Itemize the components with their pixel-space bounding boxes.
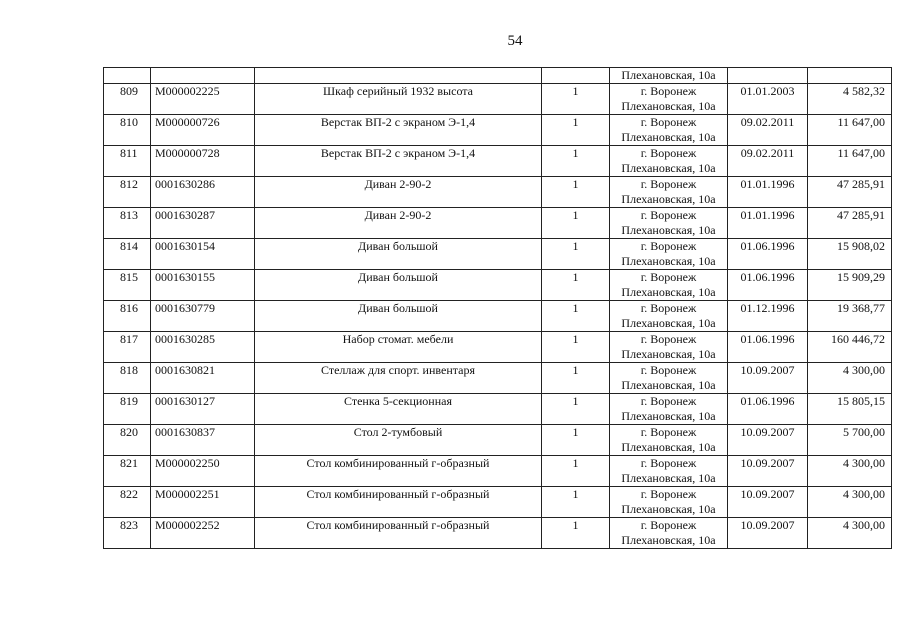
item-name: Диван большой (255, 301, 542, 332)
table-row (104, 270, 892, 301)
address-street: Плехановская, 10а (621, 192, 716, 206)
item-name: Стеллаж для спорт. инвентаря (255, 363, 542, 394)
continued-num-cell (104, 68, 151, 84)
item-quantity: 1 (542, 518, 610, 549)
table-row (104, 115, 892, 146)
book-value: 47 285,91 (808, 177, 892, 208)
book-value: 4 300,00 (808, 487, 892, 518)
commission-date: 01.06.1996 (728, 394, 808, 425)
address-street: Плехановская, 10а (621, 440, 716, 454)
item-quantity: 1 (542, 146, 610, 177)
commission-date: 01.01.1996 (728, 208, 808, 239)
item-address (610, 177, 728, 208)
inventory-code: 0001630286 (151, 177, 255, 208)
address-city: г. Воронеж (640, 332, 697, 346)
item-name: Верстак ВП-2 с экраном Э-1,4 (255, 146, 542, 177)
page-number: 54 (507, 33, 523, 49)
book-value: 15 908,02 (808, 239, 892, 270)
address-street: Плехановская, 10а (621, 99, 716, 113)
address-city: г. Воронеж (640, 115, 697, 129)
item-address (610, 332, 728, 363)
address-city: г. Воронеж (640, 301, 697, 315)
book-value: 5 700,00 (808, 425, 892, 456)
row-number: 823 (104, 518, 151, 549)
item-name: Стол комбинированный г-образный (255, 487, 542, 518)
table-row (104, 332, 892, 363)
address-street: Плехановская, 10а (621, 347, 716, 361)
item-quantity: 1 (542, 487, 610, 518)
item-quantity: 1 (542, 332, 610, 363)
item-address (610, 84, 728, 115)
commission-date: 09.02.2011 (728, 115, 808, 146)
address-street: Плехановская, 10а (621, 378, 716, 392)
address-city: г. Воронеж (640, 239, 697, 253)
address-street: Плехановская, 10а (621, 161, 716, 175)
item-quantity: 1 (542, 84, 610, 115)
item-name: Стол комбинированный г-образный (255, 456, 542, 487)
row-number: 819 (104, 394, 151, 425)
item-address (610, 270, 728, 301)
address-city: г. Воронеж (640, 270, 697, 284)
row-number: 816 (104, 301, 151, 332)
address-street: Плехановская, 10а (621, 130, 716, 144)
inventory-code: 0001630779 (151, 301, 255, 332)
row-number: 820 (104, 425, 151, 456)
commission-date: 10.09.2007 (728, 363, 808, 394)
inventory-code: М000002225 (151, 84, 255, 115)
item-address (610, 394, 728, 425)
continued-name-cell (255, 68, 542, 84)
row-number: 814 (104, 239, 151, 270)
item-name: Верстак ВП-2 с экраном Э-1,4 (255, 115, 542, 146)
address-street: Плехановская, 10а (621, 254, 716, 268)
book-value: 4 300,00 (808, 518, 892, 549)
address-city: г. Воронеж (640, 456, 697, 470)
row-number: 810 (104, 115, 151, 146)
inventory-code: 0001630285 (151, 332, 255, 363)
table-row (104, 487, 892, 518)
book-value: 15 909,29 (808, 270, 892, 301)
table-row (104, 208, 892, 239)
row-number: 812 (104, 177, 151, 208)
row-number: 811 (104, 146, 151, 177)
asset-table (103, 67, 892, 549)
continued-date-cell (728, 68, 808, 84)
inventory-code: М000000728 (151, 146, 255, 177)
item-address (610, 456, 728, 487)
inventory-code: 0001630127 (151, 394, 255, 425)
address-city: г. Воронеж (640, 518, 697, 532)
commission-date: 01.06.1996 (728, 239, 808, 270)
book-value: 4 300,00 (808, 456, 892, 487)
item-quantity: 1 (542, 177, 610, 208)
table-body (104, 68, 892, 549)
item-quantity: 1 (542, 115, 610, 146)
item-name: Стол комбинированный г-образный (255, 518, 542, 549)
table-row (104, 84, 892, 115)
item-quantity: 1 (542, 239, 610, 270)
book-value: 11 647,00 (808, 115, 892, 146)
address-city: г. Воронеж (640, 146, 697, 160)
table-row (104, 456, 892, 487)
address-street: Плехановская, 10а (621, 316, 716, 330)
row-number: 815 (104, 270, 151, 301)
item-quantity: 1 (542, 425, 610, 456)
inventory-code: 0001630154 (151, 239, 255, 270)
table-row (104, 177, 892, 208)
item-address (610, 425, 728, 456)
address-street: Плехановская, 10а (621, 409, 716, 423)
commission-date: 01.01.2003 (728, 84, 808, 115)
item-name: Стенка 5-секционная (255, 394, 542, 425)
item-address (610, 518, 728, 549)
item-address (610, 301, 728, 332)
item-quantity: 1 (542, 363, 610, 394)
book-value: 11 647,00 (808, 146, 892, 177)
table-row (104, 425, 892, 456)
item-name: Набор стомат. мебели (255, 332, 542, 363)
address-city: г. Воронеж (640, 487, 697, 501)
address-street: Плехановская, 10а (621, 471, 716, 485)
table-row (104, 239, 892, 270)
continued-qty-cell (542, 68, 610, 84)
continued-address-cell: Плехановская, 10а (610, 68, 728, 84)
continued-code-cell (151, 68, 255, 84)
commission-date: 01.12.1996 (728, 301, 808, 332)
address-street: Плехановская, 10а (621, 285, 716, 299)
inventory-code: 0001630287 (151, 208, 255, 239)
book-value: 15 805,15 (808, 394, 892, 425)
item-quantity: 1 (542, 270, 610, 301)
address-city: г. Воронеж (640, 394, 697, 408)
row-number: 817 (104, 332, 151, 363)
address-street: Плехановская, 10а (621, 502, 716, 516)
inventory-code: М000002251 (151, 487, 255, 518)
row-number: 813 (104, 208, 151, 239)
inventory-code: 0001630837 (151, 425, 255, 456)
inventory-code: М000002250 (151, 456, 255, 487)
table-row (104, 363, 892, 394)
table-row (104, 146, 892, 177)
item-quantity: 1 (542, 301, 610, 332)
row-number: 809 (104, 84, 151, 115)
inventory-code: М000000726 (151, 115, 255, 146)
address-city: г. Воронеж (640, 84, 697, 98)
inventory-code: 0001630821 (151, 363, 255, 394)
book-value: 4 300,00 (808, 363, 892, 394)
commission-date: 09.02.2011 (728, 146, 808, 177)
continued-row (104, 68, 892, 84)
book-value: 47 285,91 (808, 208, 892, 239)
continued-value-cell (808, 68, 892, 84)
item-quantity: 1 (542, 394, 610, 425)
item-name: Диван большой (255, 270, 542, 301)
row-number: 818 (104, 363, 151, 394)
item-quantity: 1 (542, 456, 610, 487)
item-name: Диван 2-90-2 (255, 208, 542, 239)
commission-date: 10.09.2007 (728, 425, 808, 456)
table-row (104, 518, 892, 549)
address-city: г. Воронеж (640, 177, 697, 191)
address-street: Плехановская, 10а (621, 533, 716, 547)
commission-date: 01.01.1996 (728, 177, 808, 208)
item-name: Диван 2-90-2 (255, 177, 542, 208)
book-value: 4 582,32 (808, 84, 892, 115)
item-address (610, 363, 728, 394)
address-city: г. Воронеж (640, 425, 697, 439)
address-city: г. Воронеж (640, 363, 697, 377)
commission-date: 10.09.2007 (728, 518, 808, 549)
row-number: 822 (104, 487, 151, 518)
item-address (610, 146, 728, 177)
item-address (610, 239, 728, 270)
row-number: 821 (104, 456, 151, 487)
address-city: г. Воронеж (640, 208, 697, 222)
commission-date: 01.06.1996 (728, 270, 808, 301)
table-row (104, 394, 892, 425)
item-address (610, 487, 728, 518)
item-name: Шкаф серийный 1932 высота (255, 84, 542, 115)
commission-date: 10.09.2007 (728, 456, 808, 487)
item-name: Стол 2-тумбовый (255, 425, 542, 456)
address-street: Плехановская, 10а (621, 223, 716, 237)
table-row (104, 301, 892, 332)
item-address (610, 208, 728, 239)
item-quantity: 1 (542, 208, 610, 239)
item-name: Диван большой (255, 239, 542, 270)
item-address (610, 115, 728, 146)
commission-date: 10.09.2007 (728, 487, 808, 518)
book-value: 160 446,72 (808, 332, 892, 363)
book-value: 19 368,77 (808, 301, 892, 332)
commission-date: 01.06.1996 (728, 332, 808, 363)
inventory-code: 0001630155 (151, 270, 255, 301)
inventory-code: М000002252 (151, 518, 255, 549)
